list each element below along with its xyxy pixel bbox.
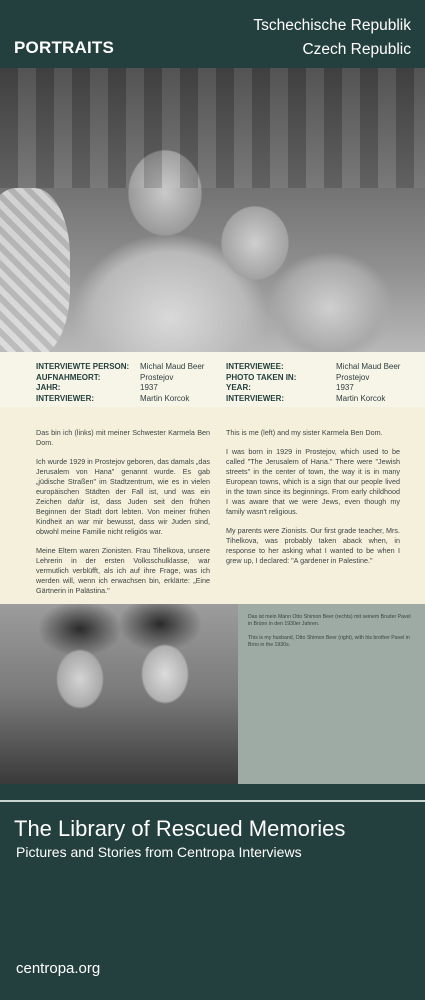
meta-label: INTERVIEWER: xyxy=(226,393,285,403)
meta-value: Michal Maud Beer xyxy=(140,362,205,371)
meta-value: 1937 xyxy=(140,383,158,392)
header-bar xyxy=(0,0,425,68)
meta-value: Martin Korcok xyxy=(336,393,386,403)
meta-labels-en xyxy=(226,362,296,404)
caption-german: Das ist mein Mann Otto Shimon Beer (rechts) mit seinem Bruder Pavel in Brünn in den 1930er Jahren. xyxy=(248,614,411,628)
story-paragraph: Ich wurde 1929 in Prostejov geboren, das damals „das Jerusalem von Hana" genannt wurde. Es gab „jüdische Straßen" im Stadtzentrum, wie es in vielen europäischen Städten der Fall ist, und was ein Zeichen dafür ist, dass Juden seit den frühen Beginnen der Stadt dort lebten. Von meiner frühen Kindheit an war mir bewusst, dass wir Juden sind, obwohl meine Familie nicht religiös war. xyxy=(36,457,210,536)
meta-label: JAHR: xyxy=(36,383,61,392)
country-german: Tschechische Republik xyxy=(253,17,411,34)
meta-label: YEAR: xyxy=(226,383,251,392)
sisters-photo xyxy=(0,68,425,352)
meta-value: Prostejov xyxy=(140,372,174,382)
meta-value: Prostejov xyxy=(336,372,370,382)
meta-label: AUFNAHMEORT: xyxy=(36,372,101,382)
meta-value: Michal Maud Beer xyxy=(336,362,401,371)
country-english: Czech Republic xyxy=(302,41,411,58)
meta-value: 1937 xyxy=(336,383,354,392)
section-title: PORTRAITS xyxy=(14,38,115,57)
story-paragraph: Meine Eltern waren Zionisten. Frau Tihelkova, unsere Lehrerin in der ersten Volksschulklasse, war vermutlich verblüfft, als ich auf ihre Frage, was ich werden will, wenn ich erwachsen bin, erklärte: „Eine Gärtnerin in Palästina." xyxy=(36,546,210,595)
story-paragraph: My parents were Zionists. Our first grade teacher, Mrs. Tihelkova, was probably taken aback when, in response to her asking what I wanted to be when I grew up, I declared: "A gardener in Palestine." xyxy=(226,526,400,565)
meta-values-de xyxy=(140,362,204,404)
meta-labels-de xyxy=(36,362,129,404)
story-paragraph: I was born in 1929 in Prostejov, which used to be called "The Jerusalem of Hana." There were "Jewish streets" in the center of town, the way it is in many European towns, which is a sign that our people lived in the town since its beginnings. From early childhood I was aware that we were Jews, even though my family wasn't religious. xyxy=(226,447,400,516)
meta-values-en xyxy=(336,362,400,404)
meta-label: INTERVIEWEE: xyxy=(226,362,284,371)
footer-title: The Library of Rescued Memories xyxy=(14,816,346,841)
photo-caption xyxy=(238,604,425,784)
footer-divider xyxy=(0,800,425,802)
story-english xyxy=(226,428,400,575)
story-german xyxy=(36,428,210,605)
meta-label: PHOTO TAKEN IN: xyxy=(226,372,297,382)
photo-pillow xyxy=(0,188,70,352)
brothers-photo xyxy=(0,604,238,784)
country-label xyxy=(253,14,411,62)
meta-label: INTERVIEWER: xyxy=(36,393,95,403)
story-paragraph: Das bin ich (links) mit meiner Schwester Karmela Ben Dom. xyxy=(36,428,210,447)
caption-english: This is my husband, Otto Shimon Beer (right), with his brother Pavel in Brno in the 1930s. xyxy=(248,634,410,649)
website-link[interactable]: centropa.org xyxy=(16,960,101,977)
photo-metadata xyxy=(0,352,425,407)
photo-background-stripes xyxy=(0,68,425,188)
footer xyxy=(0,784,425,1000)
meta-label: INTERVIEWTE PERSON: xyxy=(36,362,130,371)
story-text xyxy=(0,407,425,604)
meta-value: Martin Korcok xyxy=(140,393,190,403)
story-paragraph: This is me (left) and my sister Karmela Ben Dom. xyxy=(226,428,383,437)
footer-subtitle: Pictures and Stories from Centropa Interviews xyxy=(16,844,302,860)
